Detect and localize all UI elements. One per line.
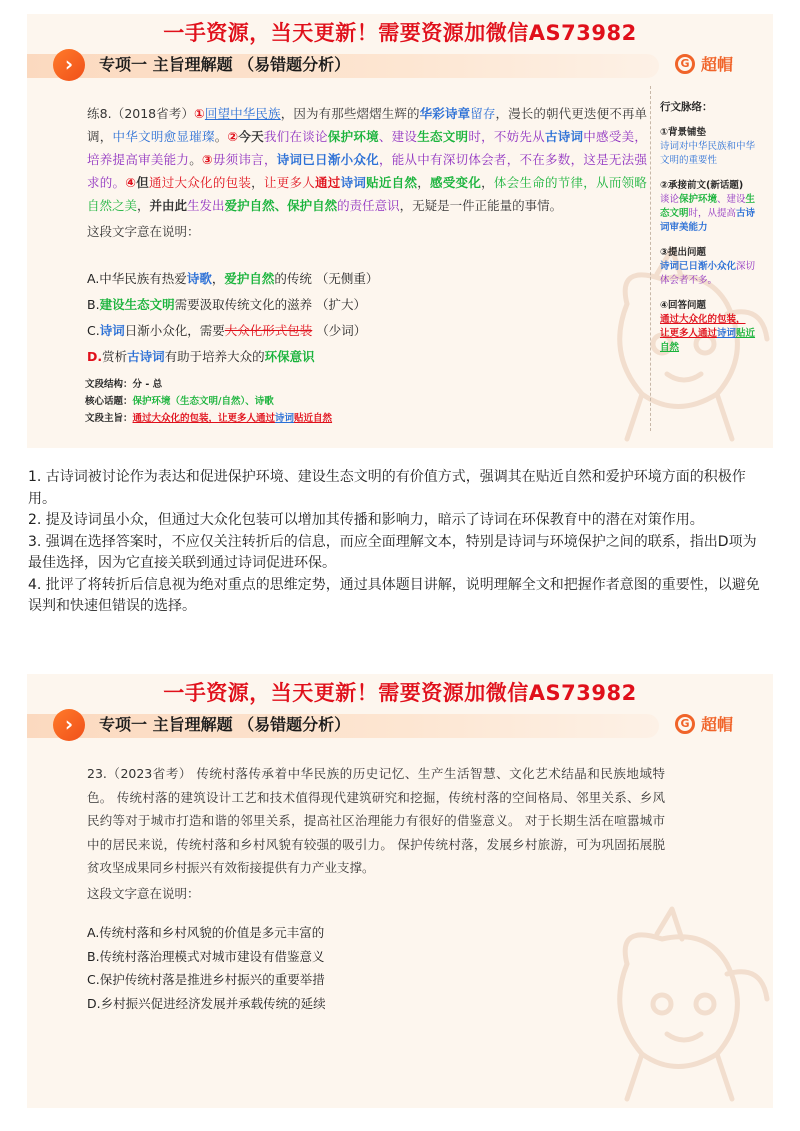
sidebar-title: 行文脉络： bbox=[660, 101, 713, 113]
option-segment: 赏析 bbox=[102, 349, 128, 364]
passage-segment: 华彩诗章 bbox=[419, 106, 471, 121]
passage-segment: 感受变化 bbox=[430, 175, 482, 190]
brand-name: 超帽 bbox=[700, 715, 733, 734]
passage-segment: 。 bbox=[189, 152, 202, 167]
option-segment: 需要汲取传统文化的滋养 （扩大） bbox=[174, 297, 367, 312]
outline-step-4: ④回答问题 通过大众化的包装， 让更多人通过诗词贴近自然 bbox=[660, 300, 756, 353]
passage-segment: 贴近自然 bbox=[366, 175, 418, 190]
passage-segment: ，能从中有深切体会者，不在多数，这是无法强求的。 bbox=[87, 152, 647, 190]
sidebar-outline bbox=[660, 100, 760, 366]
slide-header bbox=[27, 48, 773, 82]
passage-segment: ① bbox=[194, 106, 205, 121]
option-d bbox=[87, 344, 378, 370]
option-b: B.传统村落治理模式对城市建设有借鉴意义 bbox=[87, 948, 325, 964]
passage-segment: 体会生命的节律，从而领略自然之美 bbox=[87, 175, 647, 213]
passage-segment: 毋须讳言， bbox=[212, 152, 277, 167]
option-a: A.传统村落和乡村风貌的价值是多元丰富的 bbox=[87, 925, 325, 940]
passage-segment: 中华文明愈显璀璨 bbox=[112, 129, 215, 144]
passage-segment: 我们在谈论 bbox=[263, 129, 328, 144]
analysis-point: 2. 提及诗词虽小众，但通过大众化包装可以增加其传播和影响力，暗示了诗词在环保教育中的潜在对策作用。 bbox=[28, 512, 704, 528]
passage-segment: 并由此 bbox=[149, 198, 188, 213]
option-segment: 环保意识 bbox=[264, 349, 315, 364]
outline-step-1: ①背景铺垫 诗词对中华民族和中华文明的重要性 bbox=[660, 127, 756, 166]
slide-header bbox=[27, 708, 773, 742]
passage-summary bbox=[85, 376, 332, 427]
option-c bbox=[87, 318, 378, 344]
options-list bbox=[87, 921, 326, 1015]
option-segment: 诗词 bbox=[99, 323, 125, 338]
passage-segment: 培养提高审美能力 bbox=[87, 152, 190, 167]
brand bbox=[675, 52, 733, 75]
slide-title: 专项一 主旨理解题 （易错题分析） bbox=[99, 55, 351, 74]
slide-2 bbox=[27, 674, 773, 1108]
option-d: D.乡村振兴促进经济发展并承载传统的延续 bbox=[87, 995, 326, 1011]
outline-step-2: ②承接前文(新话题) 谈论保护环境、建设生态文明时，从提高古诗词审美能力 bbox=[660, 180, 756, 233]
watermark-banner: 一手资源，当天更新！需要资源加微信AS73982 bbox=[163, 21, 637, 45]
passage-segment: 今天 bbox=[238, 129, 264, 144]
analysis-point: 1. 古诗词被讨论作为表达和促进保护环境、建设生态文明的有价值方式，强调其在贴近自然和爱护环境方面的积极作用。 bbox=[28, 469, 746, 507]
analysis-point: 3. 强调在选择答案时，不应仅关注转折后的信息，而应全面理解文本，特别是诗词与环境保护之间的联系，指出D项为最佳选择，因为它直接关联到通过诗词促进环保。 bbox=[28, 533, 757, 571]
passage-segment: 通过大众化的包装 bbox=[148, 175, 252, 190]
passage-body bbox=[87, 102, 647, 217]
passage-segment: ，因为有那些熠熠生辉的 bbox=[280, 106, 420, 121]
option-segment: 日渐小众化，需要 bbox=[124, 323, 225, 338]
question-stem: 这段文字意在说明： bbox=[87, 885, 200, 901]
passage-segment: ④ bbox=[125, 175, 137, 190]
passage-segment: 时， bbox=[468, 129, 494, 144]
option-a bbox=[87, 266, 378, 292]
passage-segment: 的责任意识 bbox=[337, 198, 400, 213]
passage-segment: 。 bbox=[214, 129, 228, 144]
options-list bbox=[87, 266, 378, 370]
option-segment: 诗歌 bbox=[186, 271, 212, 286]
passage-body: 23.（2023省考） 传统村落传承着中华民族的历史记忆、生产生活智慧、文化艺术结晶和民族地域特色。 传统村落的建筑设计工艺和技术值得现代建筑研究和挖掘，传统村落的空间格局、邻里关系、乡风民约等对于城市打造和谐的邻里关系，提高社区治理能力有很好的借鉴意义。 对于长期生活在喧嚣城市中的居民来说，传统村落和乡村风貌有较强的吸引力。 保护传统村落，发展乡村旅游，可为巩固拓展脱贫攻坚成果同乡村振兴有效衔接提供有力产业支撑。 bbox=[87, 766, 665, 875]
passage-segment: ， bbox=[137, 198, 150, 213]
passage-segment: ，无疑是一件正能量的事情。 bbox=[399, 198, 563, 213]
watermark-banner: 一手资源，当天更新！需要资源加微信AS73982 bbox=[163, 681, 637, 705]
analysis-notes bbox=[28, 467, 768, 618]
passage-segment: 通过 bbox=[315, 175, 341, 190]
option-segment: C. bbox=[87, 323, 100, 338]
passage-segment: 练8.（2018省考） bbox=[87, 106, 195, 121]
passage-segment: 诗词已日渐小众化 bbox=[276, 152, 379, 167]
passage bbox=[87, 102, 647, 243]
outline-step-3: ③提出问题 诗词已日渐小众化深切体会者不多。 bbox=[660, 247, 756, 286]
option-segment: 建设生态文明 bbox=[99, 297, 175, 312]
option-segment: A.中华民族有热爱 bbox=[87, 271, 187, 286]
option-segment: 古诗词 bbox=[127, 349, 165, 364]
option-segment: 大众化形式包装 bbox=[224, 323, 313, 338]
summary-main: 文段主旨：通过大众化的包装，让更多人通过诗词贴近自然 bbox=[85, 413, 333, 424]
question-stem: 这段文字意在说明： bbox=[87, 224, 200, 239]
brand-logo-icon: G bbox=[675, 54, 695, 74]
chevron-right-icon: › bbox=[53, 49, 85, 81]
unicorn-mascot-icon bbox=[587, 904, 773, 1104]
passage-segment: 、建设 bbox=[378, 129, 418, 144]
option-segment: 的传统 （无侧重） bbox=[274, 271, 379, 286]
option-segment: （少词） bbox=[312, 323, 367, 338]
option-segment: 爱护自然 bbox=[224, 271, 275, 286]
passage-segment: ， bbox=[251, 175, 264, 190]
passage-segment: 爱护自然、保护自然 bbox=[224, 198, 338, 213]
analysis-point: 4. 批评了将转折后信息视为绝对重点的思维定势，通过具体题目讲解，说明理解全文和把握作者意图的重要性，以避免误判和快速但错误的选择。 bbox=[28, 576, 760, 614]
option-c: C.保护传统村落是推进乡村振兴的重要举措 bbox=[87, 972, 325, 987]
passage-segment: 留存 bbox=[470, 106, 496, 121]
passage-segment: ， bbox=[481, 175, 494, 190]
passage-segment: 诗词 bbox=[340, 175, 367, 190]
option-segment: D. bbox=[87, 349, 103, 364]
passage-segment: ② bbox=[227, 129, 239, 144]
passage-segment: ③ bbox=[201, 152, 213, 167]
passage-segment: 中感受美， bbox=[583, 129, 647, 144]
passage-segment: 古诗词 bbox=[544, 129, 584, 144]
summary-topic: 核心话题：保护环境（生态文明/自然）、诗歌 bbox=[85, 396, 274, 407]
passage bbox=[87, 762, 665, 905]
brand-name: 超帽 bbox=[700, 55, 733, 74]
slide-title: 专项一 主旨理解题 （易错题分析） bbox=[99, 715, 351, 734]
sidebar-divider bbox=[650, 86, 651, 431]
passage-segment: 生态文明 bbox=[417, 129, 469, 144]
option-segment: ， bbox=[211, 271, 225, 286]
passage-segment: ， bbox=[417, 175, 430, 190]
brand bbox=[675, 712, 733, 735]
passage-segment: 但 bbox=[136, 175, 149, 190]
slide-1 bbox=[27, 14, 773, 448]
option-segment: 有助于培养大众的 bbox=[164, 349, 265, 364]
brand-logo-icon: G bbox=[675, 714, 695, 734]
passage-segment: 生发出 bbox=[187, 198, 225, 213]
passage-segment: 回望中华民族 bbox=[204, 106, 281, 121]
passage-segment: 让更多人 bbox=[263, 175, 316, 190]
option-segment: B. bbox=[87, 297, 100, 312]
chevron-right-icon: › bbox=[53, 709, 85, 741]
passage-segment: 不妨先从 bbox=[493, 129, 545, 144]
option-b bbox=[87, 292, 378, 318]
passage-segment: 保护环境 bbox=[327, 129, 379, 144]
summary-structure: 文段结构：分 - 总 bbox=[85, 379, 163, 390]
passage-segment: ，漫长的朝代更迭便不再单调， bbox=[87, 106, 647, 144]
